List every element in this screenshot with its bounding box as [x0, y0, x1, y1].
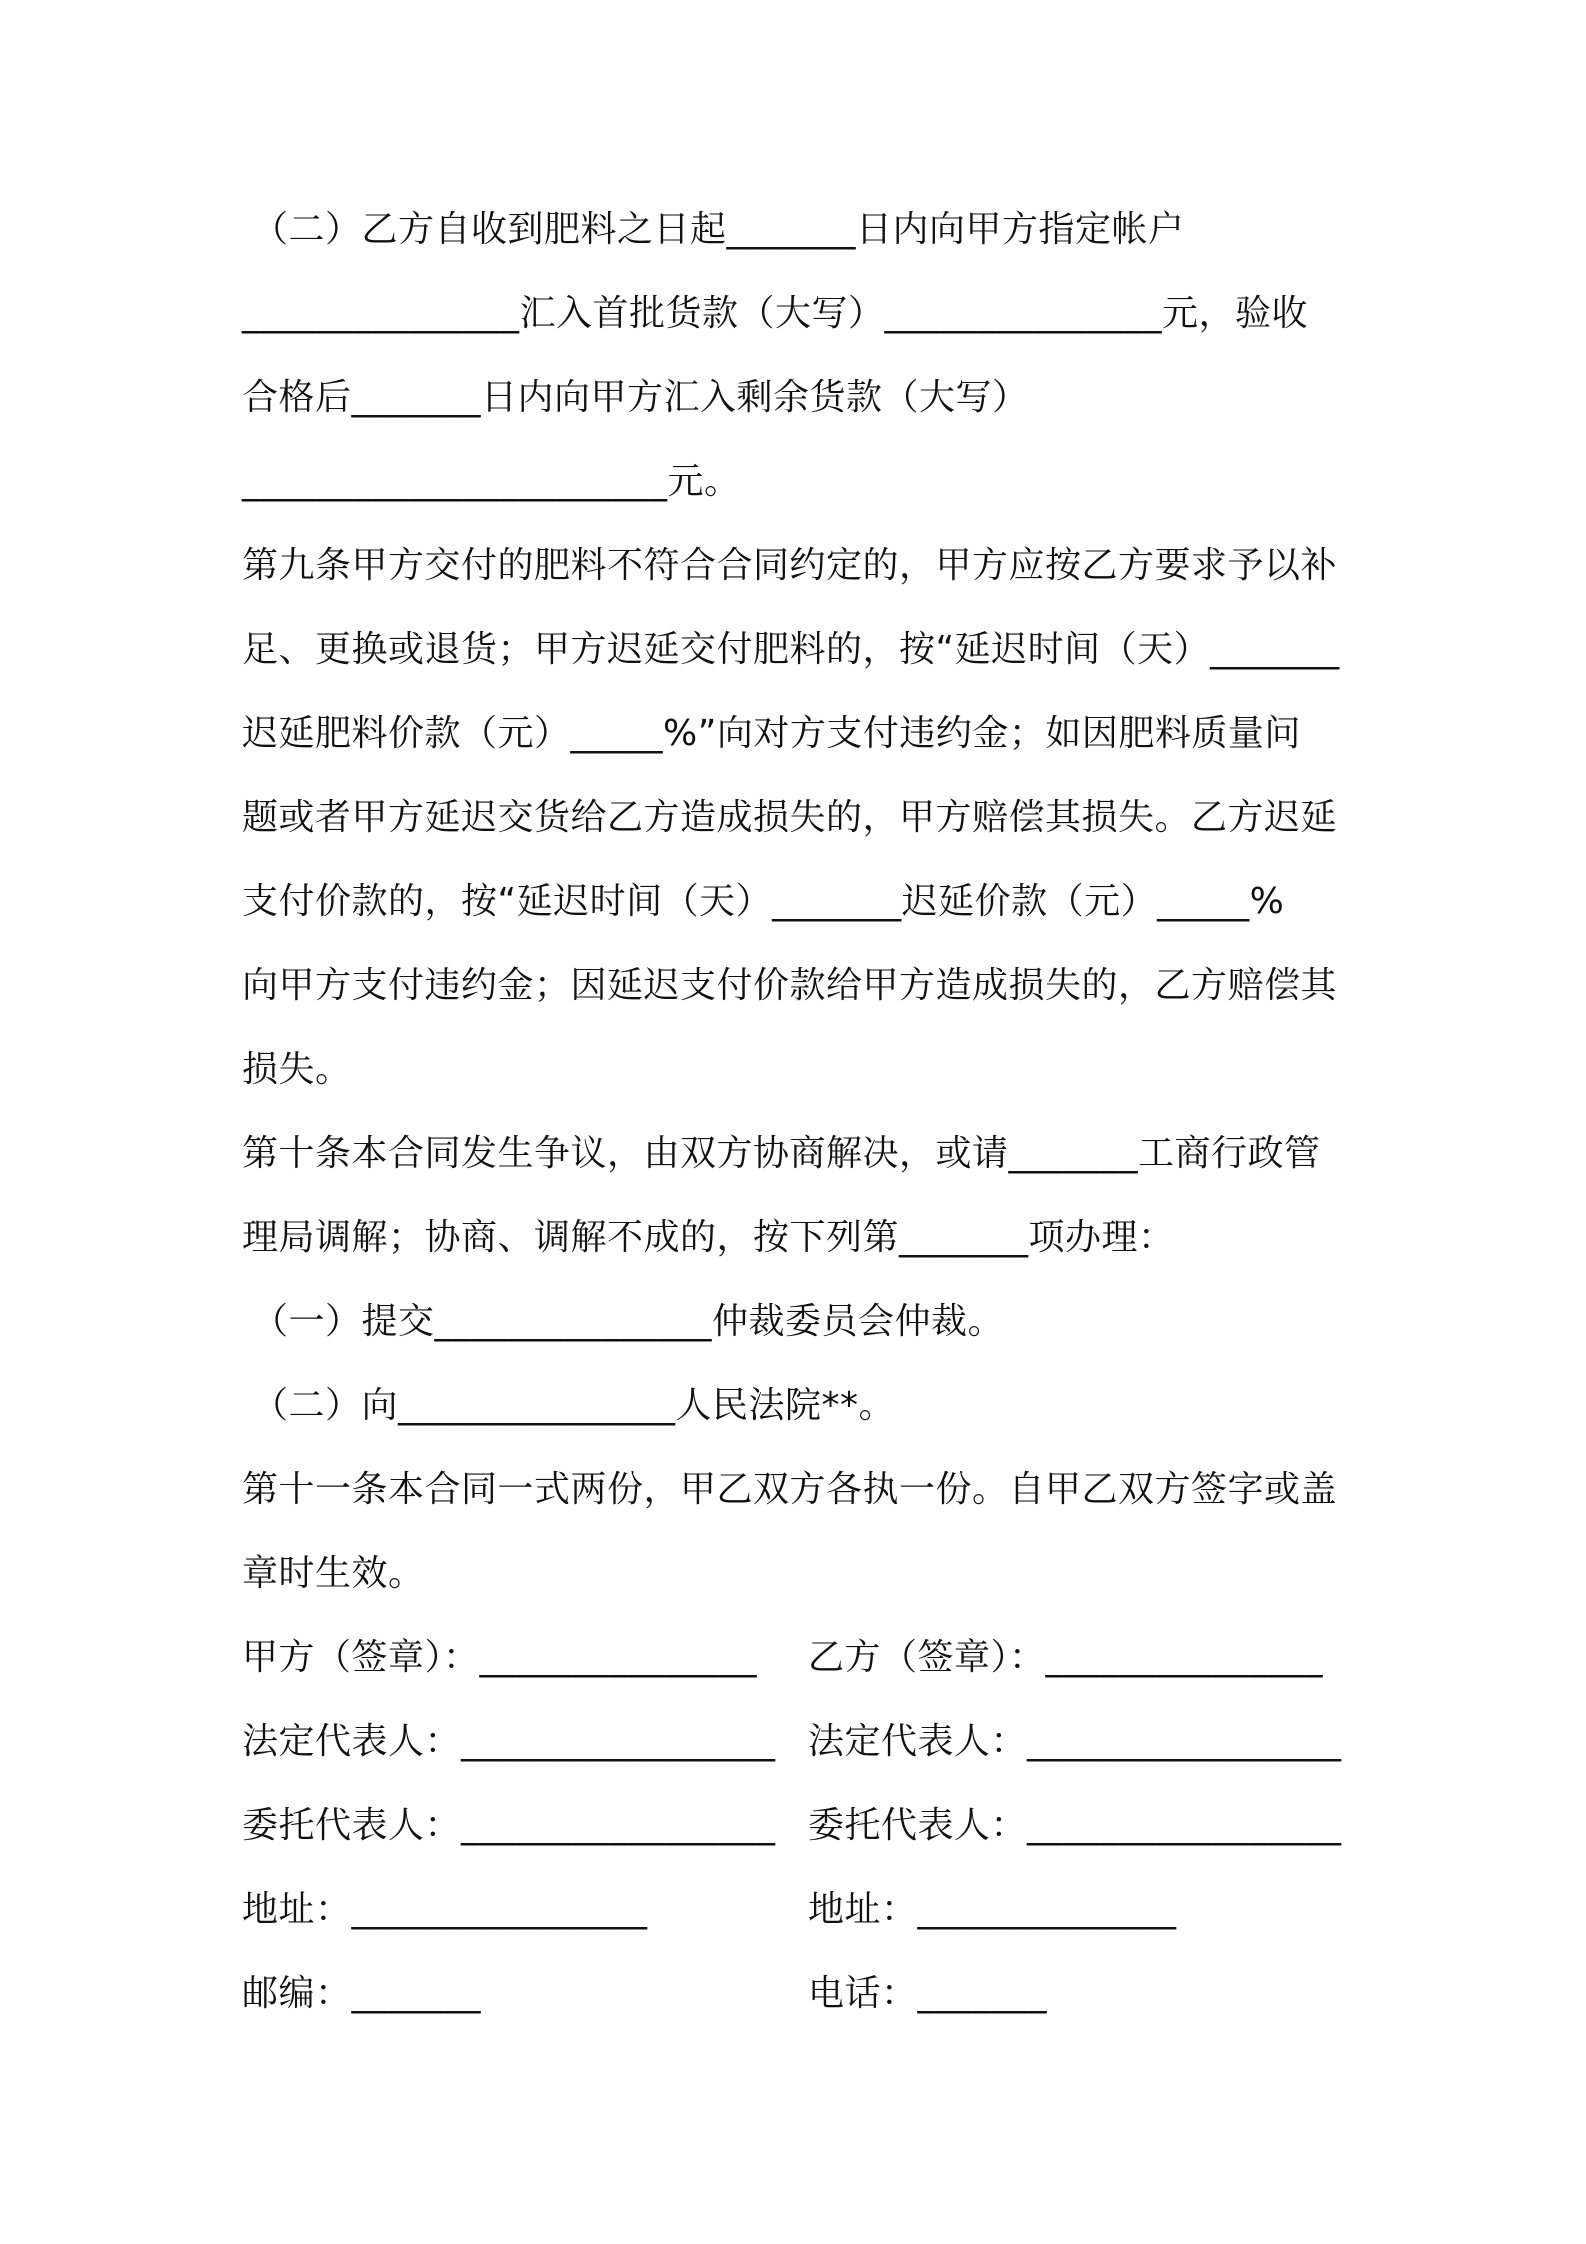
clause-8-2-line-2: _______________汇入首批货款（大写）_______________元，验收: [242, 293, 1309, 334]
clause-10-line-1: 第十条本合同发生争议，由双方协商解决，或请_______工商行政管: [242, 1133, 1321, 1174]
party-b-seal: 乙方（签章）：_______________: [808, 1637, 1324, 1678]
clause-9-line-6: 向甲方支付违约金；因延迟支付价款给甲方造成损失的，乙方赔偿其: [242, 965, 1338, 1006]
party-a-seal: 甲方（签章）：_______________: [242, 1637, 758, 1678]
party-b-address: 地址：______________: [808, 1889, 1177, 1930]
party-b-phone: 电话：_______: [808, 1973, 1048, 2014]
party-b-agent: 委托代表人：_________________: [808, 1805, 1342, 1846]
clause-11-line-1: 第十一条本合同一式两份，甲乙双方各执一份。自甲乙双方签字或盖: [242, 1469, 1338, 1510]
clause-9-line-5: 支付价款的，按“延迟时间（天）_______迟延价款（元）_____%: [242, 881, 1285, 922]
clause-10-line-2: 理局调解；协商、调解不成的，按下列第_______项办理：: [242, 1217, 1175, 1258]
clause-8-2-line-3: 合格后_______日内向甲方汇入剩余货款（大写）: [242, 377, 1029, 418]
clause-9-line-1: 第九条甲方交付的肥料不符合合同约定的，甲方应按乙方要求予以补: [242, 545, 1338, 586]
party-b-legal-rep: 法定代表人：_________________: [808, 1721, 1342, 1762]
party-a-postcode: 邮编：_______: [242, 1973, 482, 2014]
clause-9-line-3: 迟延肥料价款（元）_____%”向对方支付违约金；如因肥料质量问: [242, 713, 1301, 754]
clause-11-line-2: 章时生效。: [242, 1553, 425, 1594]
clause-9-line-2: 足、更换或退货；甲方迟延交付肥料的，按“延迟时间（天）_______: [242, 629, 1340, 670]
clause-10-option-1: （一）提交_______________仲裁委员会仲裁。: [252, 1301, 1005, 1342]
party-a-agent: 委托代表人：_________________: [242, 1805, 776, 1846]
clause-8-2-line-1: （二）乙方自收到肥料之日起_______日内向甲方指定帐户: [252, 209, 1185, 250]
clause-8-2-line-4: _______________________元。: [242, 461, 741, 502]
clause-9-line-4: 题或者甲方延迟交货给乙方造成损失的，甲方赔偿其损失。乙方迟延: [242, 797, 1338, 838]
clause-9-line-7: 损失。: [242, 1049, 352, 1090]
clause-10-option-2: （二）向_______________人民法院**。: [252, 1385, 896, 1426]
party-a-address: 地址：________________: [242, 1889, 648, 1930]
party-a-legal-rep: 法定代表人：_________________: [242, 1721, 776, 1762]
